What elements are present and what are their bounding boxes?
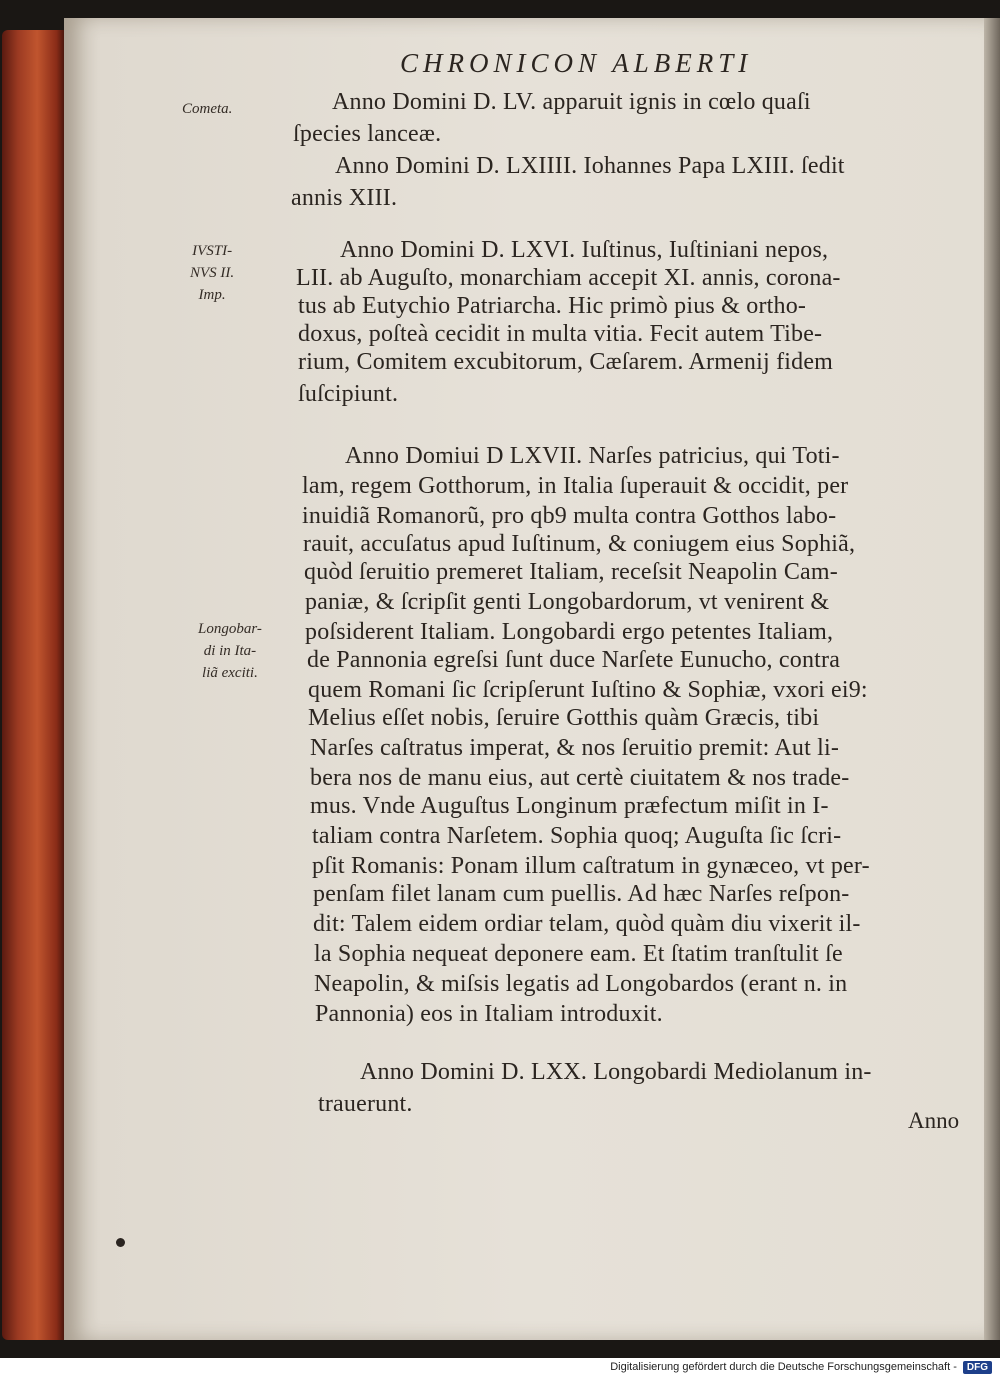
text-line: Anno Domini D. LV. apparuit ignis in cœlo quaſi bbox=[332, 89, 811, 115]
margin-note-line: liã exciti. bbox=[202, 665, 258, 681]
text-line: poſsiderent Italiam. Longobardi ergo petentes Italiam, bbox=[305, 619, 834, 645]
margin-note-line: Imp. bbox=[198, 287, 226, 303]
text-line: ſpecies lanceæ. bbox=[293, 121, 442, 147]
text-line: tus ab Eutychio Patriarcha. Hic primò pius & ortho- bbox=[298, 293, 807, 319]
text-line: quòd ſeruitio premeret Italiam, receſsit Neapolin Cam- bbox=[304, 559, 838, 585]
text-line: Anno Domini D. LXX. Longobardi Mediolanum in- bbox=[360, 1059, 872, 1085]
text-line: dit: Talem eidem ordiar telam, quòd quàm diu vixerit il- bbox=[313, 911, 861, 937]
text-line: Anno Domini D. LXVI. Iuſtinus, Iuſtiniani nepos, bbox=[340, 237, 829, 263]
text-line: Melius eſſet nobis, ſeruire Gotthis quàm Græcis, tibi bbox=[308, 705, 820, 731]
text-line: Pannonia) eos in Italiam introduxit. bbox=[315, 1001, 663, 1027]
margin-note-iustinus bbox=[190, 240, 234, 306]
dfg-logo-icon: DFG bbox=[963, 1361, 992, 1374]
text-line: annis XIII. bbox=[291, 185, 398, 211]
text-line: bera nos de manu eius, aut certè ciuitatem & nos trade- bbox=[310, 765, 850, 791]
text-line: quem Romani ſic ſcripſerunt Iuſtino & Sophiæ, vxori ei9: bbox=[308, 677, 868, 703]
text-line: doxus, poſteà cecidit in multa vitia. Fecit autem Tibe- bbox=[298, 321, 823, 347]
margin-note-line: Longobar- bbox=[198, 621, 262, 637]
text-line: mus. Vnde Auguſtus Longinum præfectum miſit in I- bbox=[310, 793, 829, 819]
margin-note-line: NVS II. bbox=[190, 265, 235, 281]
text-line: ſuſcipiunt. bbox=[298, 381, 399, 407]
text-line: de Pannonia egreſsi ſunt duce Narſete Eunucho, contra bbox=[307, 647, 841, 673]
margin-note-longobardi bbox=[198, 618, 262, 684]
running-head: CHRONICON ALBERTI bbox=[400, 48, 753, 78]
margin-note-line: di in Ita- bbox=[203, 643, 257, 659]
margin-note-cometa bbox=[182, 98, 232, 120]
text-line: trauerunt. bbox=[318, 1091, 413, 1117]
text-line: la Sophia nequeat deponere eam. Et ſtatim tranſtulit ſe bbox=[314, 941, 843, 967]
text-line: penſam filet lanam cum puellis. Ad hæc Narſes reſpon- bbox=[313, 881, 850, 907]
text-line: inuidiã Romanorũ, pro qb9 multa contra Gotthos labo- bbox=[302, 503, 837, 529]
margin-note-line: IVSTI- bbox=[192, 243, 233, 259]
text-line: rium, Comitem excubitorum, Cæſarem. Armenij fidem bbox=[298, 349, 834, 375]
catchword: Anno bbox=[908, 1108, 960, 1133]
text-line: rauit, accuſatus apud Iuſtinum, & coniugem eius Sophiã, bbox=[303, 531, 856, 557]
page-right-edge bbox=[984, 18, 1000, 1340]
text-line: taliam contra Narſetem. Sophia quoq; Auguſta ſic ſcri- bbox=[312, 823, 842, 849]
footer-text: Digitalisierung gefördert durch die Deutsche Forschungsgemeinschaft - bbox=[610, 1361, 957, 1373]
book-edge bbox=[2, 30, 66, 1340]
margin-note-line: Cometa. bbox=[182, 101, 233, 117]
text-line: Anno Domiui D LXVII. Narſes patricius, qui Toti- bbox=[345, 443, 840, 469]
ink-dot bbox=[116, 1238, 125, 1247]
text-line: Anno Domini D. LXIIII. Iohannes Papa LXIII. ſedit bbox=[335, 153, 845, 179]
text-line: paniæ, & ſcripſit genti Longobardorum, vt venirent & bbox=[305, 589, 830, 615]
text-line: Neapolin, & miſsis legatis ad Longobardos (erant n. in bbox=[314, 971, 848, 997]
text-line: lam, regem Gotthorum, in Italia ſuperauit & occidit, per bbox=[302, 473, 849, 499]
footer-credit bbox=[610, 1358, 992, 1376]
text-line: LII. ab Auguſto, monarchiam accepit XI. annis, corona- bbox=[296, 265, 841, 291]
text-line: pſit Romanis: Ponam illum caſtratum in gynæceo, vt per- bbox=[312, 853, 870, 879]
text-line: Narſes caſtratus imperat, & nos ſeruitio premit: Aut li- bbox=[310, 735, 840, 761]
